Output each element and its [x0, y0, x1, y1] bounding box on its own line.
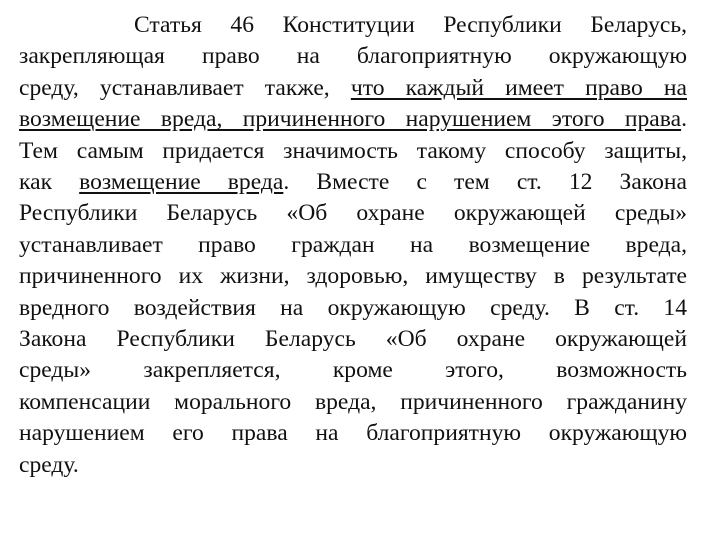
- text-run: Республики Беларусь «Об охране окружающей среды»: [19, 200, 687, 227]
- text-run: как: [19, 169, 53, 196]
- text-line: [19, 450, 687, 481]
- text-line: [19, 198, 687, 229]
- text-run: вредного воздействия на окружающую среду. В ст. 14: [19, 294, 687, 321]
- text-run: устанавливает право граждан на возмещение вреда,: [19, 231, 687, 258]
- text-line: [19, 104, 687, 135]
- text-run: закрепляющая право на благоприятную окружающую: [19, 43, 687, 70]
- text-line: [19, 230, 687, 261]
- underlined-text: возмещение вреда, причиненного нарушением этого права: [19, 106, 682, 133]
- text-run: среду.: [19, 451, 79, 478]
- text-line: [19, 355, 687, 386]
- text-line: [19, 387, 687, 418]
- text-run: среды» закрепляется, кроме этого, возможность: [19, 357, 687, 384]
- text-run: нарушением его права на благоприятную окружающую: [19, 420, 687, 447]
- text-run: компенсации морального вреда, причиненного гражданину: [19, 388, 687, 415]
- underlined-text: возмещение вреда: [79, 169, 284, 196]
- text-run: Тем самым придается значимость такому способу защиты,: [19, 137, 687, 164]
- text-line: [19, 324, 687, 355]
- text-line: [19, 261, 687, 292]
- text-line: [19, 10, 687, 41]
- text-line: [19, 293, 687, 324]
- text-run: . Вместе с тем ст. 12 Закона: [283, 169, 687, 196]
- text-run: причиненного их жизни, здоровью, имуществу в результате: [19, 263, 687, 290]
- text-line: [19, 41, 687, 72]
- text-line: [19, 136, 687, 167]
- text-run: Закона Республики Беларусь «Об охране окружающей: [19, 326, 687, 353]
- underlined-text: что каждый имеет право на: [350, 74, 687, 101]
- text-run: среду, устанавливает также,: [19, 74, 330, 101]
- text-run: .: [681, 106, 687, 133]
- body-paragraph: [19, 10, 687, 481]
- text-line: [19, 73, 687, 104]
- text-line: [19, 418, 687, 449]
- text-line: [19, 167, 687, 198]
- text-run: Статья 46 Конституции Республики Беларусь,: [134, 12, 687, 38]
